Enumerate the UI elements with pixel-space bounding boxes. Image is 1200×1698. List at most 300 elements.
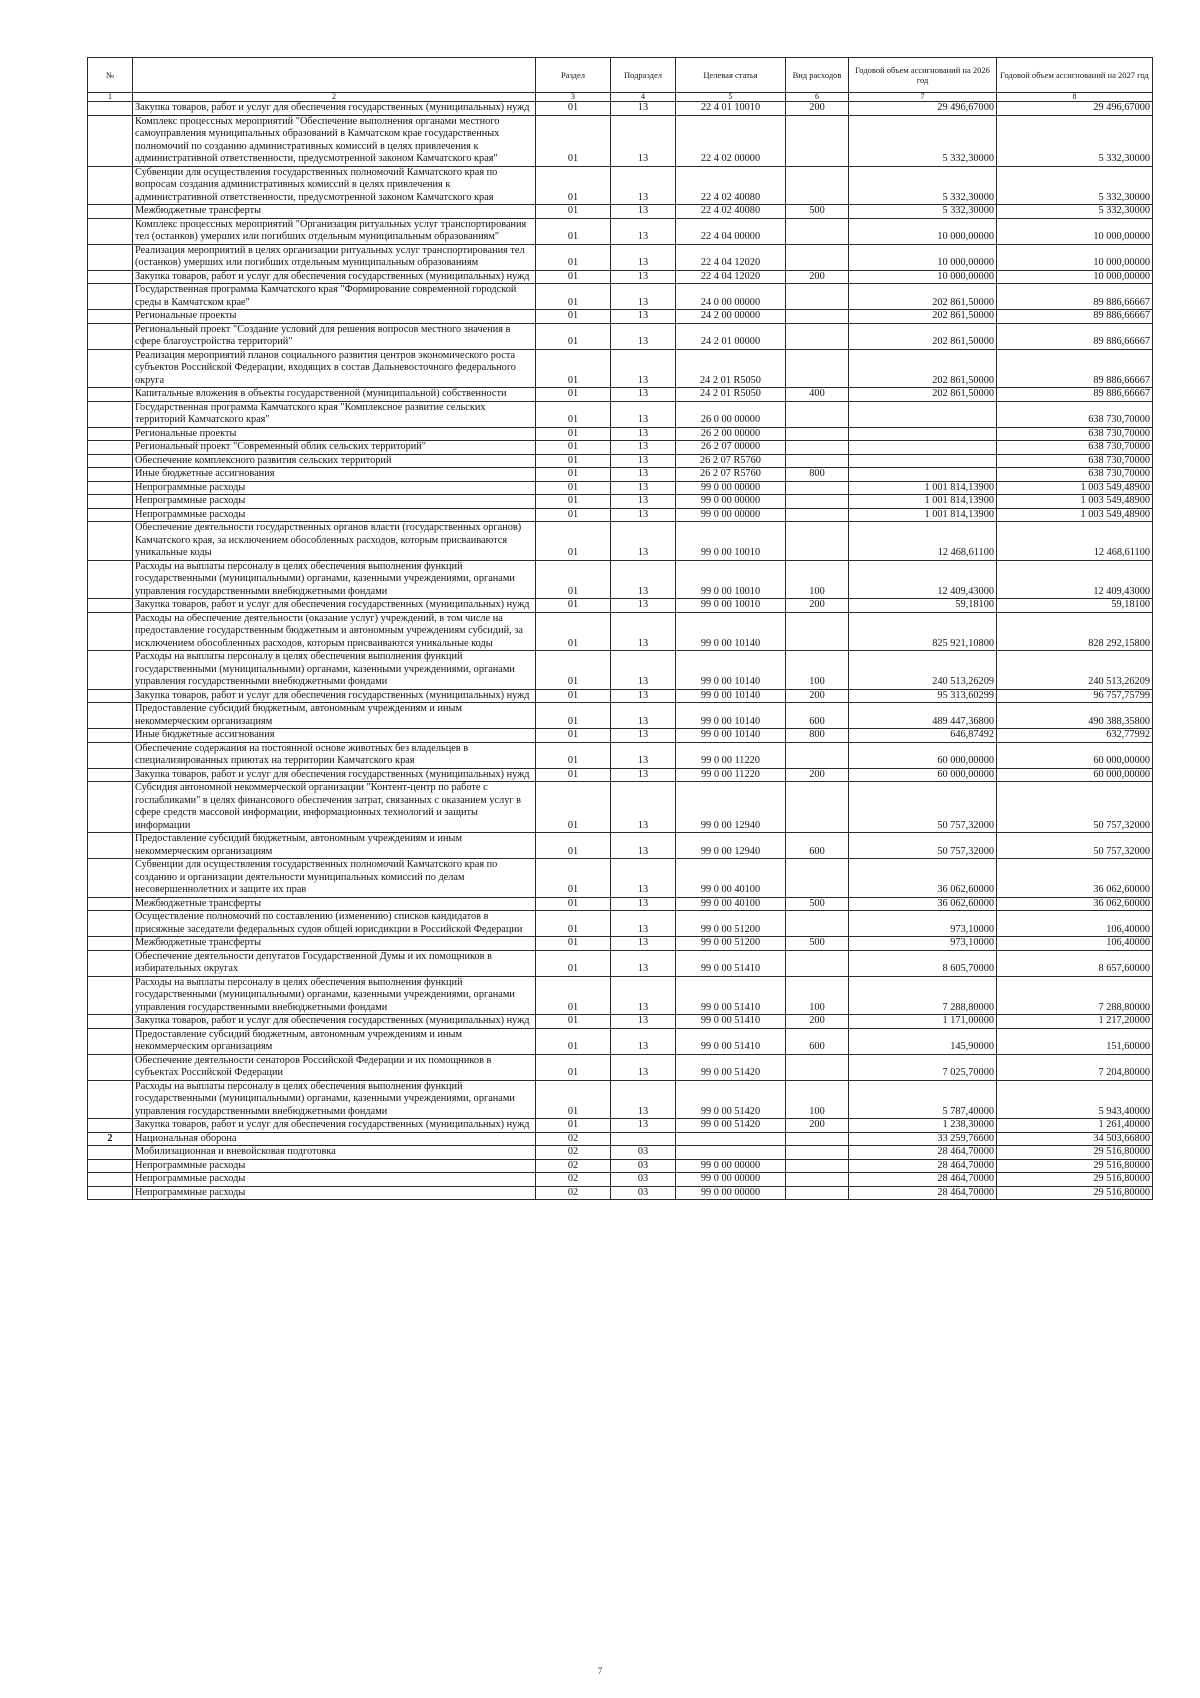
row-amount-2027: 490 388,35800 — [997, 703, 1153, 729]
row-amount-2026: 202 861,50000 — [849, 349, 997, 388]
row-amount-2027: 89 886,66667 — [997, 349, 1153, 388]
row-name: Региональные проекты — [133, 427, 536, 441]
row-expense-type: 800 — [786, 729, 849, 743]
row-number — [88, 1173, 133, 1187]
row-name: Обеспечение деятельности государственных органов власти (государственных органов) Камчатского края, за исключением обособленных расходов, которым присваиваются уникальные коды — [133, 522, 536, 561]
row-amount-2027: 151,60000 — [997, 1028, 1153, 1054]
row-name: Межбюджетные трансферты — [133, 205, 536, 219]
row-name: Непрограммные расходы — [133, 481, 536, 495]
row-expense-type: 200 — [786, 768, 849, 782]
row-name: Закупка товаров, работ и услуг для обеспечения государственных (муниципальных) нужд — [133, 1015, 536, 1029]
row-razdel: 01 — [536, 427, 611, 441]
row-name: Непрограммные расходы — [133, 495, 536, 509]
table-row — [88, 495, 1153, 509]
row-expense-type — [786, 218, 849, 244]
row-podrazdel: 13 — [611, 427, 676, 441]
row-razdel: 01 — [536, 495, 611, 509]
row-target-article: 99 0 00 51420 — [676, 1119, 786, 1133]
row-razdel: 01 — [536, 742, 611, 768]
row-amount-2026: 240 513,26209 — [849, 651, 997, 690]
row-name: Расходы на выплаты персоналу в целях обеспечения выполнения функций государственными (муниципальными) органами, казенными учреждениями, органами управления государственными внебюджетными фондами — [133, 1080, 536, 1119]
row-podrazdel: 13 — [611, 950, 676, 976]
row-razdel: 01 — [536, 897, 611, 911]
row-expense-type: 200 — [786, 270, 849, 284]
row-number — [88, 244, 133, 270]
row-podrazdel: 13 — [611, 481, 676, 495]
row-target-article: 99 0 00 10010 — [676, 522, 786, 561]
row-amount-2026: 59,18100 — [849, 599, 997, 613]
row-amount-2026 — [849, 427, 997, 441]
row-amount-2027: 10 000,00000 — [997, 218, 1153, 244]
table-row — [88, 911, 1153, 937]
row-target-article: 99 0 00 40100 — [676, 859, 786, 898]
row-amount-2027: 240 513,26209 — [997, 651, 1153, 690]
row-podrazdel — [611, 1132, 676, 1146]
row-expense-type — [786, 742, 849, 768]
row-name: Закупка товаров, работ и услуг для обеспечения государственных (муниципальных) нужд — [133, 768, 536, 782]
row-expense-type: 400 — [786, 388, 849, 402]
row-razdel: 02 — [536, 1159, 611, 1173]
header-razdel: Раздел — [536, 58, 611, 93]
row-number — [88, 897, 133, 911]
row-podrazdel: 13 — [611, 651, 676, 690]
row-name: Обеспечение деятельности депутатов Государственной Думы и их помощников в избирательных округах — [133, 950, 536, 976]
row-target-article: 22 4 01 10010 — [676, 102, 786, 116]
row-name: Непрограммные расходы — [133, 1186, 536, 1200]
row-number — [88, 560, 133, 599]
row-amount-2026: 36 062,60000 — [849, 897, 997, 911]
row-amount-2027: 638 730,70000 — [997, 401, 1153, 427]
row-target-article: 99 0 00 51410 — [676, 976, 786, 1015]
row-target-article: 99 0 00 00000 — [676, 495, 786, 509]
row-podrazdel: 13 — [611, 1015, 676, 1029]
row-amount-2027: 1 217,20000 — [997, 1015, 1153, 1029]
row-target-article: 26 2 07 R5760 — [676, 454, 786, 468]
row-podrazdel: 13 — [611, 782, 676, 833]
row-podrazdel: 13 — [611, 310, 676, 324]
row-amount-2027: 1 003 549,48900 — [997, 508, 1153, 522]
row-name: Расходы на выплаты персоналу в целях обеспечения выполнения функций государственными (муниципальными) органами, казенными учреждениями, органами управления государственными внебюджетными фондами — [133, 560, 536, 599]
row-amount-2026: 12 468,61100 — [849, 522, 997, 561]
header-row — [88, 58, 1153, 93]
row-number — [88, 270, 133, 284]
row-name: Капитальные вложения в объекты государственной (муниципальной) собственности — [133, 388, 536, 402]
row-amount-2027: 29 516,80000 — [997, 1159, 1153, 1173]
row-expense-type — [786, 244, 849, 270]
row-number — [88, 349, 133, 388]
row-amount-2027: 12 409,43000 — [997, 560, 1153, 599]
row-razdel: 01 — [536, 481, 611, 495]
row-podrazdel: 13 — [611, 911, 676, 937]
table-row — [88, 651, 1153, 690]
row-podrazdel: 13 — [611, 1028, 676, 1054]
row-expense-type: 200 — [786, 689, 849, 703]
row-razdel: 01 — [536, 612, 611, 651]
row-target-article: 26 0 00 00000 — [676, 401, 786, 427]
header-name — [133, 58, 536, 93]
row-number — [88, 768, 133, 782]
row-target-article — [676, 1132, 786, 1146]
header-num: № — [88, 58, 133, 93]
row-number — [88, 703, 133, 729]
table-row — [88, 115, 1153, 166]
row-amount-2027: 50 757,32000 — [997, 833, 1153, 859]
table-row — [88, 441, 1153, 455]
row-expense-type — [786, 115, 849, 166]
row-amount-2026: 1 238,30000 — [849, 1119, 997, 1133]
row-amount-2026: 28 464,70000 — [849, 1173, 997, 1187]
row-target-article: 99 0 00 51420 — [676, 1054, 786, 1080]
header-podrazdel: Подраздел — [611, 58, 676, 93]
row-razdel: 01 — [536, 468, 611, 482]
row-name: Межбюджетные трансферты — [133, 897, 536, 911]
table-row — [88, 833, 1153, 859]
row-amount-2026: 33 259,76600 — [849, 1132, 997, 1146]
row-expense-type: 200 — [786, 599, 849, 613]
row-target-article: 99 0 00 10010 — [676, 560, 786, 599]
row-podrazdel: 13 — [611, 599, 676, 613]
row-target-article: 99 0 00 00000 — [676, 481, 786, 495]
row-amount-2027: 60 000,00000 — [997, 768, 1153, 782]
row-razdel: 01 — [536, 508, 611, 522]
row-amount-2026: 202 861,50000 — [849, 388, 997, 402]
row-number — [88, 1080, 133, 1119]
row-expense-type — [786, 1054, 849, 1080]
table-row — [88, 1015, 1153, 1029]
table-row — [88, 976, 1153, 1015]
row-podrazdel: 13 — [611, 1054, 676, 1080]
header-target-article: Целевая статья — [676, 58, 786, 93]
row-podrazdel: 13 — [611, 897, 676, 911]
row-expense-type — [786, 284, 849, 310]
row-expense-type — [786, 481, 849, 495]
row-razdel: 01 — [536, 401, 611, 427]
row-podrazdel: 13 — [611, 729, 676, 743]
row-razdel: 01 — [536, 102, 611, 116]
row-target-article: 99 0 00 10140 — [676, 729, 786, 743]
row-expense-type: 100 — [786, 560, 849, 599]
row-amount-2027: 638 730,70000 — [997, 468, 1153, 482]
row-razdel: 01 — [536, 950, 611, 976]
row-target-article: 24 2 01 R5050 — [676, 388, 786, 402]
row-name: Субвенции для осуществления государственных полномочий Камчатского края по вопросам создания административных комиссий в целях привлечения к административной ответственности, предусмотренной законом Камчатского края — [133, 166, 536, 205]
row-expense-type — [786, 612, 849, 651]
row-amount-2027: 5 332,30000 — [997, 166, 1153, 205]
table-row — [88, 950, 1153, 976]
budget-table — [87, 57, 1153, 1200]
row-razdel: 01 — [536, 166, 611, 205]
row-name: Межбюджетные трансферты — [133, 937, 536, 951]
table-row — [88, 599, 1153, 613]
table-row — [88, 1146, 1153, 1160]
table-row — [88, 560, 1153, 599]
row-name: Закупка товаров, работ и услуг для обеспечения государственных (муниципальных) нужд — [133, 270, 536, 284]
row-number — [88, 102, 133, 116]
row-name: Закупка товаров, работ и услуг для обеспечения государственных (муниципальных) нужд — [133, 689, 536, 703]
row-razdel: 01 — [536, 1080, 611, 1119]
row-amount-2027: 96 757,75799 — [997, 689, 1153, 703]
column-number: 1 — [88, 93, 133, 102]
row-number — [88, 911, 133, 937]
table-row — [88, 468, 1153, 482]
table-row — [88, 427, 1153, 441]
row-podrazdel: 13 — [611, 937, 676, 951]
row-expense-type — [786, 1146, 849, 1160]
row-target-article: 22 4 04 00000 — [676, 218, 786, 244]
row-name: Комплекс процессных мероприятий "Обеспечение выполнения органами местного самоуправления муниципальных образований в Камчатском крае государственных полномочий по созданию административных комиссий в целях привлечения к административной ответственности, предусмотренной законом Камчатского края" — [133, 115, 536, 166]
row-razdel: 01 — [536, 270, 611, 284]
table-row — [88, 742, 1153, 768]
row-razdel: 01 — [536, 833, 611, 859]
row-number — [88, 742, 133, 768]
row-podrazdel: 13 — [611, 102, 676, 116]
row-target-article: 99 0 00 51200 — [676, 937, 786, 951]
row-podrazdel: 13 — [611, 495, 676, 509]
row-target-article: 99 0 00 10140 — [676, 703, 786, 729]
row-podrazdel: 13 — [611, 859, 676, 898]
row-amount-2026: 973,10000 — [849, 937, 997, 951]
row-razdel: 02 — [536, 1173, 611, 1187]
row-amount-2026: 28 464,70000 — [849, 1186, 997, 1200]
row-amount-2026: 7 025,70000 — [849, 1054, 997, 1080]
row-amount-2026: 489 447,36800 — [849, 703, 997, 729]
row-razdel: 01 — [536, 244, 611, 270]
row-amount-2026: 10 000,00000 — [849, 218, 997, 244]
row-amount-2026 — [849, 468, 997, 482]
row-podrazdel: 13 — [611, 522, 676, 561]
row-razdel: 01 — [536, 703, 611, 729]
row-expense-type: 200 — [786, 1119, 849, 1133]
row-podrazdel: 13 — [611, 768, 676, 782]
row-amount-2026: 28 464,70000 — [849, 1159, 997, 1173]
row-razdel: 01 — [536, 859, 611, 898]
row-name: Комплекс процессных мероприятий "Организация ритуальных услуг транспортирования тел (останков) умерших или погибших отдельным муниципальным образованиям" — [133, 218, 536, 244]
table-row — [88, 481, 1153, 495]
row-expense-type — [786, 427, 849, 441]
row-amount-2027: 36 062,60000 — [997, 859, 1153, 898]
row-number — [88, 1054, 133, 1080]
row-target-article: 99 0 00 10010 — [676, 599, 786, 613]
row-expense-type — [786, 1159, 849, 1173]
row-name: Расходы на выплаты персоналу в целях обеспечения выполнения функций государственными (муниципальными) органами, казенными учреждениями, органами управления государственными внебюджетными фондами — [133, 651, 536, 690]
row-amount-2026: 12 409,43000 — [849, 560, 997, 599]
row-name: Государственная программа Камчатского края "Комплексное развитие сельских территорий Камчатского края" — [133, 401, 536, 427]
row-amount-2026: 10 000,00000 — [849, 270, 997, 284]
column-number: 2 — [133, 93, 536, 102]
table-row — [88, 937, 1153, 951]
row-target-article: 26 2 07 00000 — [676, 441, 786, 455]
row-expense-type — [786, 782, 849, 833]
row-amount-2027: 12 468,61100 — [997, 522, 1153, 561]
row-razdel: 01 — [536, 310, 611, 324]
row-podrazdel: 13 — [611, 703, 676, 729]
row-number — [88, 1015, 133, 1029]
row-name: Иные бюджетные ассигнования — [133, 468, 536, 482]
row-expense-type: 600 — [786, 833, 849, 859]
row-number — [88, 522, 133, 561]
row-amount-2026: 50 757,32000 — [849, 782, 997, 833]
row-name: Субсидия автономной некоммерческой организации "Контент-центр по работе с госпабликами" в целях финансового обеспечения затрат, связанных с оказанием услуг в сфере средств массовой информации, информационных технологий и защиты информации — [133, 782, 536, 833]
row-podrazdel: 13 — [611, 454, 676, 468]
table-row — [88, 689, 1153, 703]
row-amount-2027: 1 261,40000 — [997, 1119, 1153, 1133]
row-expense-type — [786, 495, 849, 509]
row-name: Обеспечение деятельности сенаторов Российской Федерации и их помощников в субъектах Российской Федерации — [133, 1054, 536, 1080]
row-razdel: 01 — [536, 218, 611, 244]
row-podrazdel: 13 — [611, 560, 676, 599]
row-amount-2026: 5 332,30000 — [849, 115, 997, 166]
row-target-article: 24 2 01 R5050 — [676, 349, 786, 388]
table-row — [88, 349, 1153, 388]
table-row — [88, 859, 1153, 898]
table-row — [88, 1173, 1153, 1187]
table-row — [88, 323, 1153, 349]
row-amount-2027: 1 003 549,48900 — [997, 481, 1153, 495]
column-number: 5 — [676, 93, 786, 102]
row-razdel: 01 — [536, 1119, 611, 1133]
row-expense-type: 500 — [786, 205, 849, 219]
row-target-article: 99 0 00 00000 — [676, 1173, 786, 1187]
row-target-article: 99 0 00 00000 — [676, 1186, 786, 1200]
row-number — [88, 481, 133, 495]
row-number — [88, 205, 133, 219]
row-razdel: 01 — [536, 349, 611, 388]
row-podrazdel: 13 — [611, 508, 676, 522]
row-number — [88, 388, 133, 402]
row-number: 2 — [88, 1132, 133, 1146]
row-number — [88, 782, 133, 833]
row-name: Закупка товаров, работ и услуг для обеспечения государственных (муниципальных) нужд — [133, 102, 536, 116]
row-razdel: 01 — [536, 937, 611, 951]
column-number: 6 — [786, 93, 849, 102]
table-row — [88, 1119, 1153, 1133]
row-target-article: 99 0 00 12940 — [676, 833, 786, 859]
row-amount-2026: 973,10000 — [849, 911, 997, 937]
row-amount-2027: 10 000,00000 — [997, 244, 1153, 270]
row-target-article: 99 0 00 51410 — [676, 950, 786, 976]
row-amount-2026: 29 496,67000 — [849, 102, 997, 116]
row-razdel: 01 — [536, 560, 611, 599]
row-number — [88, 115, 133, 166]
row-podrazdel: 13 — [611, 115, 676, 166]
row-number — [88, 468, 133, 482]
row-expense-type — [786, 911, 849, 937]
row-razdel: 02 — [536, 1146, 611, 1160]
row-name: Закупка товаров, работ и услуг для обеспечения государственных (муниципальных) нужд — [133, 1119, 536, 1133]
table-row — [88, 768, 1153, 782]
row-target-article: 99 0 00 10140 — [676, 689, 786, 703]
row-name: Мобилизационная и вневойсковая подготовка — [133, 1146, 536, 1160]
row-target-article: 99 0 00 40100 — [676, 897, 786, 911]
header-volume-2027: Годовой объем ассигнований на 2027 год — [997, 58, 1153, 93]
row-podrazdel: 13 — [611, 1080, 676, 1119]
table-row — [88, 401, 1153, 427]
row-number — [88, 495, 133, 509]
row-podrazdel: 13 — [611, 401, 676, 427]
row-name: Региональные проекты — [133, 310, 536, 324]
table-row — [88, 1159, 1153, 1173]
row-target-article: 26 2 07 R5760 — [676, 468, 786, 482]
table-row — [88, 1054, 1153, 1080]
row-name: Иные бюджетные ассигнования — [133, 729, 536, 743]
row-amount-2027: 7 288,80000 — [997, 976, 1153, 1015]
row-expense-type: 500 — [786, 937, 849, 951]
row-razdel: 01 — [536, 1015, 611, 1029]
row-amount-2026: 8 605,70000 — [849, 950, 997, 976]
row-podrazdel: 13 — [611, 441, 676, 455]
row-amount-2027: 5 332,30000 — [997, 205, 1153, 219]
row-target-article: 99 0 00 00000 — [676, 1159, 786, 1173]
column-number: 4 — [611, 93, 676, 102]
row-expense-type — [786, 401, 849, 427]
row-number — [88, 612, 133, 651]
row-podrazdel: 03 — [611, 1173, 676, 1187]
row-amount-2027: 10 000,00000 — [997, 270, 1153, 284]
row-podrazdel: 13 — [611, 742, 676, 768]
table-row — [88, 284, 1153, 310]
row-number — [88, 218, 133, 244]
table-row — [88, 729, 1153, 743]
row-amount-2026: 50 757,32000 — [849, 833, 997, 859]
row-number — [88, 441, 133, 455]
row-target-article: 24 0 00 00000 — [676, 284, 786, 310]
row-amount-2026: 202 861,50000 — [849, 284, 997, 310]
column-number-row — [88, 93, 1153, 102]
table-row — [88, 270, 1153, 284]
row-target-article: 99 0 00 10140 — [676, 612, 786, 651]
row-amount-2026: 95 313,60299 — [849, 689, 997, 703]
row-amount-2027: 29 516,80000 — [997, 1173, 1153, 1187]
row-podrazdel: 13 — [611, 468, 676, 482]
column-number: 3 — [536, 93, 611, 102]
row-amount-2026: 5 332,30000 — [849, 205, 997, 219]
budget-sheet — [87, 57, 1152, 1200]
row-number — [88, 166, 133, 205]
row-amount-2027: 89 886,66667 — [997, 310, 1153, 324]
row-amount-2026: 202 861,50000 — [849, 310, 997, 324]
row-number — [88, 1028, 133, 1054]
table-row — [88, 102, 1153, 116]
row-name: Непрограммные расходы — [133, 508, 536, 522]
row-name: Реализация мероприятий планов социального развития центров экономического роста субъектов Российской Федерации, входящих в состав Дальневосточного федерального округа — [133, 349, 536, 388]
column-number: 8 — [997, 93, 1153, 102]
row-amount-2027: 29 516,80000 — [997, 1146, 1153, 1160]
row-name: Предоставление субсидий бюджетным, автономным учреждениям и иным некоммерческим организациям — [133, 833, 536, 859]
row-amount-2026: 5 787,40000 — [849, 1080, 997, 1119]
row-target-article: 99 0 00 12940 — [676, 782, 786, 833]
table-row — [88, 508, 1153, 522]
column-number: 7 — [849, 93, 997, 102]
row-number — [88, 427, 133, 441]
row-target-article: 99 0 00 51410 — [676, 1015, 786, 1029]
row-amount-2027: 60 000,00000 — [997, 742, 1153, 768]
row-amount-2026: 202 861,50000 — [849, 323, 997, 349]
row-razdel: 01 — [536, 782, 611, 833]
row-amount-2027: 34 503,66800 — [997, 1132, 1153, 1146]
row-podrazdel: 13 — [611, 349, 676, 388]
row-amount-2027: 59,18100 — [997, 599, 1153, 613]
row-name: Региональный проект "Современный облик сельских территорий" — [133, 441, 536, 455]
table-row — [88, 388, 1153, 402]
row-number — [88, 651, 133, 690]
row-amount-2026 — [849, 441, 997, 455]
row-number — [88, 833, 133, 859]
row-name: Закупка товаров, работ и услуг для обеспечения государственных (муниципальных) нужд — [133, 599, 536, 613]
row-podrazdel: 13 — [611, 270, 676, 284]
row-target-article: 22 4 02 40080 — [676, 205, 786, 219]
page-number: 7 — [597, 1666, 603, 1676]
row-amount-2027: 89 886,66667 — [997, 284, 1153, 310]
